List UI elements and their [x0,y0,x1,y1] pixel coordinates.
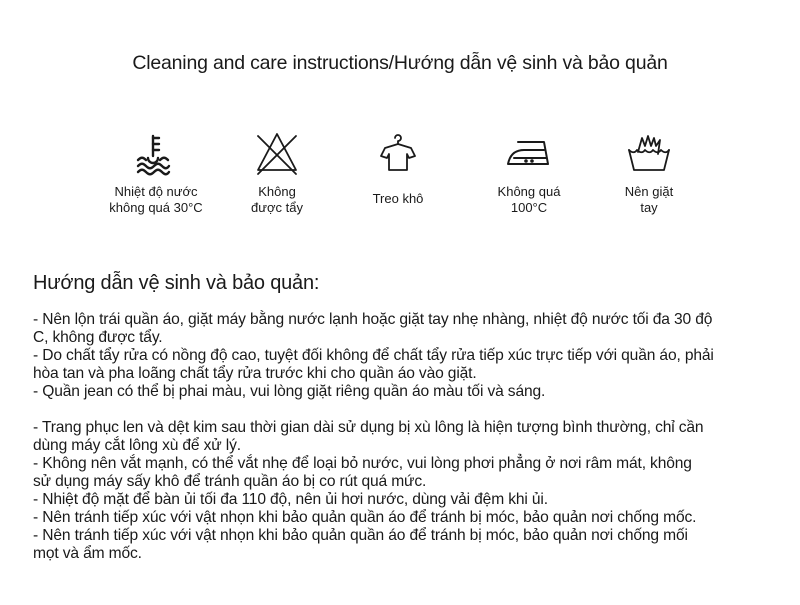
hand-wash-icon [624,128,674,178]
instruction-line: - Nên tránh tiếp xúc với vật nhọn khi bảo quản quần áo để tránh bị móc, bảo quản nơi chống mối [33,527,688,544]
section-heading: Hướng dẫn vệ sinh và bảo quản: [33,272,320,294]
instruction-line: hòa tan và pha loãng chất tẩy rửa trước khi cho quần áo vào giặt. [33,365,477,382]
care-label: Treo khô [372,191,424,206]
care-label: Không được tẩy [251,184,303,215]
care-label: Nên giặt tay [624,184,674,215]
instruction-line: - Nên tránh tiếp xúc với vật nhọn khi bảo quản quần áo để tránh bị móc, bảo quản nơi chống mốc. [33,509,697,526]
water-temperature-30-icon [131,128,181,178]
instruction-line: dùng máy cắt lông xù để xử lý. [33,437,241,454]
instruction-line: mọt và ẩm mốc. [33,545,142,562]
care-label: Không quá 100°C [497,184,561,215]
instruction-line: - Nên lộn trái quần áo, giặt máy bằng nước lạnh hoặc giặt tay nhẹ nhàng, nhiệt độ nước tối đa 30 độ [33,311,713,328]
page-title: Cleaning and care instructions/Hướng dẫn vệ sinh và bảo quản [132,52,668,74]
care-label: Nhiệt độ nước không quá 30°C [109,184,203,215]
instruction-line: - Quần jean có thể bị phai màu, vui lòng giặt riêng quần áo màu tối và sáng. [33,383,546,400]
instruction-line: - Nhiệt độ mặt để bàn ủi tối đa 110 độ, nên ủi hơi nước, dùng vải đệm khi ủi. [33,491,548,508]
instruction-line: - Do chất tẩy rửa có nồng độ cao, tuyệt đối không để chất tẩy rửa tiếp xúc trực tiếp với quần áo, phải [33,347,714,364]
instruction-line: - Trang phục len và dệt kim sau thời gian dài sử dụng bị xù lông là hiện tượng bình thường, chỉ cần [33,419,704,436]
care-item-iron [464,128,594,216]
instructions-text [33,311,783,563]
care-icons-row [0,128,800,228]
care-item-hand-wash [584,128,714,216]
iron-max-100-icon [504,128,554,178]
paragraph-gap [33,401,783,419]
do-not-bleach-icon [252,128,302,178]
care-item-no-bleach [212,128,342,216]
care-item-hang-dry [333,128,463,207]
instruction-line: sử dụng máy sấy khô để tránh quần áo bị co rút quá mức. [33,473,427,490]
hang-dry-icon [373,128,423,178]
instruction-line: - Không nên vắt mạnh, có thể vắt nhẹ để loại bỏ nước, vui lòng phơi phẳng ở nơi râm mát, không [33,455,692,472]
instruction-line: C, không được tẩy. [33,329,163,346]
care-item-water-temperature [91,128,221,216]
